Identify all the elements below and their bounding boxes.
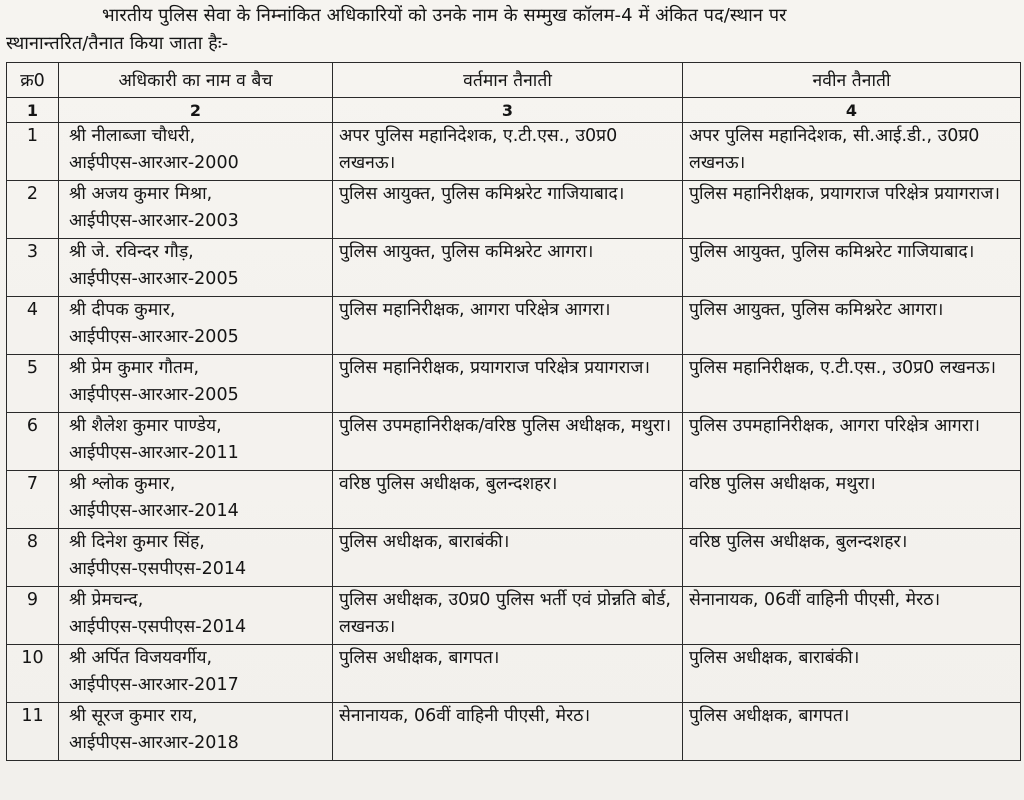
current-posting: पुलिस उपमहानिरीक्षक/वरिष्ठ पुलिस अधीक्षक, मथुरा। — [333, 413, 683, 471]
new-posting: अपर पुलिस महानिदेशक, सी.आई.डी., उ0प्र0 लखनऊ। — [683, 123, 1021, 181]
table-row — [7, 587, 1021, 645]
table-row — [7, 703, 1021, 761]
row-serial-number: 10 — [7, 645, 59, 703]
header-new-posting: नवीन तैनाती — [683, 63, 1021, 98]
table-row — [7, 297, 1021, 355]
current-posting: पुलिस आयुक्त, पुलिस कमिश्नरेट गाजियाबाद। — [333, 181, 683, 239]
officer-batch: आईपीएस-आरआर-2005 — [69, 269, 239, 289]
officer-name: श्री नीलाब्जा चौधरी, — [69, 126, 196, 146]
new-posting: पुलिस अधीक्षक, बागपत। — [683, 703, 1021, 761]
row-serial-number: 1 — [7, 123, 59, 181]
officer-batch: आईपीएस-आरआर-2011 — [69, 443, 239, 463]
header-serial: क्र0 — [7, 63, 59, 98]
row-serial-number: 7 — [7, 471, 59, 529]
officer-cell — [59, 413, 333, 471]
new-posting: पुलिस उपमहानिरीक्षक, आगरा परिक्षेत्र आगरा। — [683, 413, 1021, 471]
current-posting: सेनानायक, 06वीं वाहिनी पीएसी, मेरठ। — [333, 703, 683, 761]
column-number-row — [7, 98, 1021, 123]
table-row — [7, 239, 1021, 297]
current-posting: पुलिस अधीक्षक, बाराबंकी। — [333, 529, 683, 587]
intro-line-1: भारतीय पुलिस सेवा के निम्नांकित अधिकारियों को उनके नाम के सम्मुख कॉलम-4 में अंकित पद/स्थान पर — [102, 5, 787, 26]
officer-name: श्री श्लोक कुमार, — [69, 474, 176, 494]
officer-batch: आईपीएस-आरआर-2005 — [69, 327, 239, 347]
column-number-2: 2 — [59, 98, 333, 123]
officer-batch: आईपीएस-एसपीएस-2014 — [69, 617, 247, 637]
table-row — [7, 355, 1021, 413]
current-posting: पुलिस महानिरीक्षक, प्रयागराज परिक्षेत्र प्रयागराज। — [333, 355, 683, 413]
officer-batch: आईपीएस-एसपीएस-2014 — [69, 559, 247, 579]
officer-cell — [59, 123, 333, 181]
officer-name: श्री दीपक कुमार, — [69, 300, 176, 320]
current-posting: वरिष्ठ पुलिस अधीक्षक, बुलन्दशहर। — [333, 471, 683, 529]
officer-cell — [59, 181, 333, 239]
new-posting: पुलिस अधीक्षक, बाराबंकी। — [683, 645, 1021, 703]
new-posting: सेनानायक, 06वीं वाहिनी पीएसी, मेरठ। — [683, 587, 1021, 645]
table-row — [7, 471, 1021, 529]
officer-batch: आईपीएस-आरआर-2017 — [69, 675, 239, 695]
officer-cell — [59, 297, 333, 355]
officer-batch: आईपीएस-आरआर-2005 — [69, 385, 239, 405]
current-posting: अपर पुलिस महानिदेशक, ए.टी.एस., उ0प्र0 लखनऊ। — [333, 123, 683, 181]
table-row — [7, 413, 1021, 471]
current-posting: पुलिस अधीक्षक, उ0प्र0 पुलिस भर्ती एवं प्रोन्नति बोर्ड, लखनऊ। — [333, 587, 683, 645]
new-posting: वरिष्ठ पुलिस अधीक्षक, मथुरा। — [683, 471, 1021, 529]
table-row — [7, 181, 1021, 239]
officer-cell — [59, 355, 333, 413]
column-number-1: 1 — [7, 98, 59, 123]
officer-name: श्री सूरज कुमार राय, — [69, 706, 198, 726]
row-serial-number: 8 — [7, 529, 59, 587]
officer-cell — [59, 587, 333, 645]
officer-cell — [59, 529, 333, 587]
column-number-3: 3 — [333, 98, 683, 123]
officer-batch: आईपीएस-आरआर-2014 — [69, 501, 239, 521]
officer-batch: आईपीएस-आरआर-2000 — [69, 153, 239, 173]
officer-name: श्री अजय कुमार मिश्रा, — [69, 184, 213, 204]
officer-name: श्री दिनेश कुमार सिंह, — [69, 532, 205, 552]
intro-paragraph — [6, 2, 1018, 58]
officer-batch: आईपीएस-आरआर-2018 — [69, 733, 239, 753]
current-posting: पुलिस अधीक्षक, बागपत। — [333, 645, 683, 703]
new-posting: पुलिस आयुक्त, पुलिस कमिश्नरेट गाजियाबाद। — [683, 239, 1021, 297]
new-posting: वरिष्ठ पुलिस अधीक्षक, बुलन्दशहर। — [683, 529, 1021, 587]
row-serial-number: 3 — [7, 239, 59, 297]
officer-name: श्री प्रेम कुमार गौतम, — [69, 358, 200, 378]
new-posting: पुलिस महानिरीक्षक, प्रयागराज परिक्षेत्र प्रयागराज। — [683, 181, 1021, 239]
current-posting: पुलिस आयुक्त, पुलिस कमिश्नरेट आगरा। — [333, 239, 683, 297]
row-serial-number: 4 — [7, 297, 59, 355]
intro-line-2: स्थानान्तरित/तैनात किया जाता हैः- — [6, 33, 229, 54]
officer-cell — [59, 703, 333, 761]
new-posting: पुलिस आयुक्त, पुलिस कमिश्नरेट आगरा। — [683, 297, 1021, 355]
column-number-4: 4 — [683, 98, 1021, 123]
officer-name: श्री प्रेमचन्द, — [69, 590, 144, 610]
officer-batch: आईपीएस-आरआर-2003 — [69, 211, 239, 231]
officer-name: श्री अर्पित विजयवर्गीय, — [69, 648, 213, 668]
row-serial-number: 5 — [7, 355, 59, 413]
officer-name: श्री शैलेश कुमार पाण्डेय, — [69, 416, 222, 436]
table-row — [7, 123, 1021, 181]
header-current-posting: वर्तमान तैनाती — [333, 63, 683, 98]
table-row — [7, 529, 1021, 587]
officer-cell — [59, 645, 333, 703]
officer-cell — [59, 471, 333, 529]
officer-name: श्री जे. रविन्दर गौड़, — [69, 242, 194, 262]
header-officer: अधिकारी का नाम व बैच — [59, 63, 333, 98]
table-header-row — [7, 63, 1021, 98]
officer-cell — [59, 239, 333, 297]
row-serial-number: 11 — [7, 703, 59, 761]
table-row — [7, 645, 1021, 703]
row-serial-number: 9 — [7, 587, 59, 645]
table-body — [7, 123, 1021, 761]
row-serial-number: 6 — [7, 413, 59, 471]
current-posting: पुलिस महानिरीक्षक, आगरा परिक्षेत्र आगरा। — [333, 297, 683, 355]
transfer-table — [6, 62, 1021, 761]
new-posting: पुलिस महानिरीक्षक, ए.टी.एस., उ0प्र0 लखनऊ। — [683, 355, 1021, 413]
row-serial-number: 2 — [7, 181, 59, 239]
